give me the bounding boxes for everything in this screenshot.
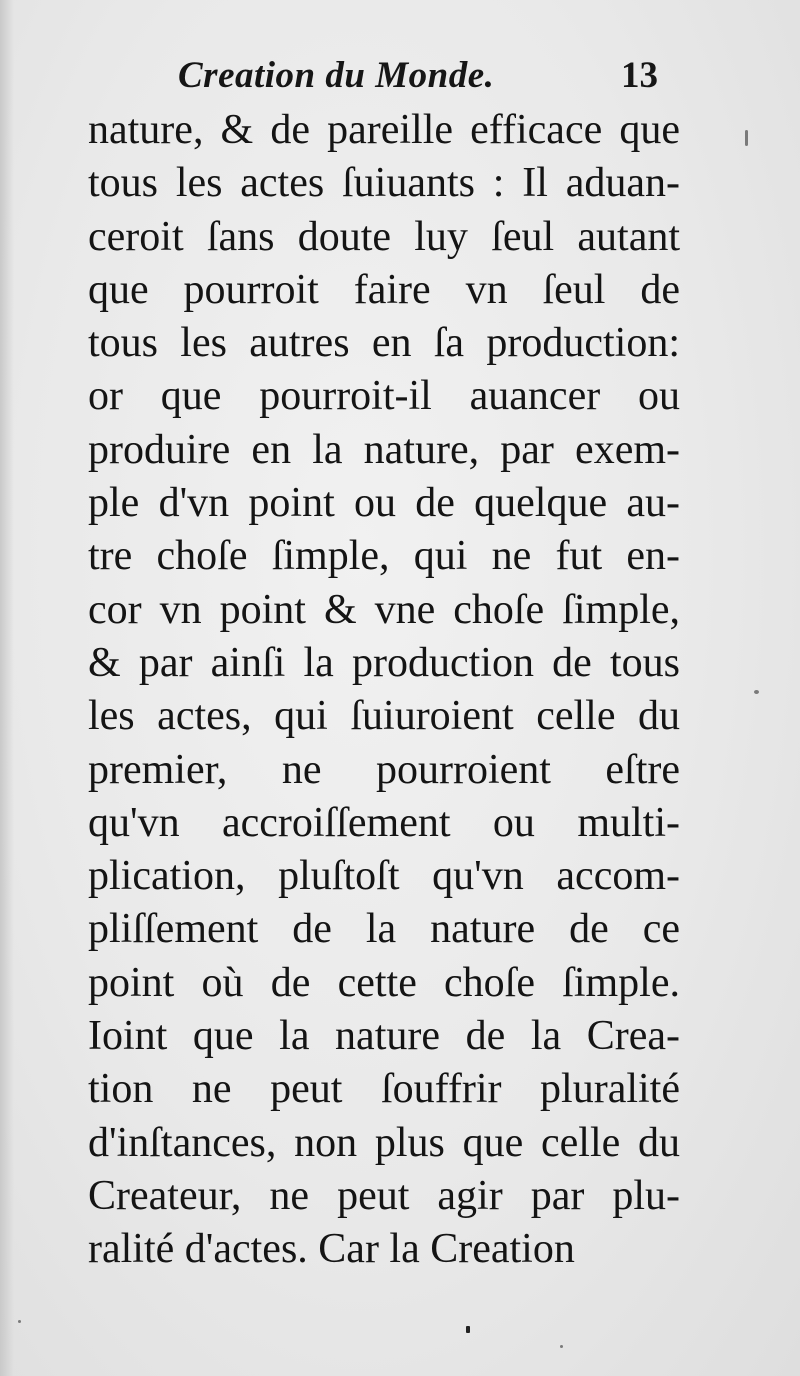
- signature-mark: [466, 1326, 470, 1333]
- text-line: Ioint que la nature de la Crea-: [88, 1013, 680, 1060]
- running-head: [88, 50, 680, 106]
- body-text: [88, 104, 680, 1277]
- text-line: ralité d'actes. Car la Creation: [88, 1226, 575, 1273]
- text-line: que pourroit faire vn ſeul de: [88, 266, 680, 313]
- text-line: produire en la nature, par exem-: [88, 426, 680, 473]
- text-line: les actes, qui ſuiuroient celle du: [88, 693, 680, 740]
- text-line: tous les actes ſuiuants : Il aduan-: [88, 160, 680, 207]
- text-line: ple d'vn point ou de quelque au-: [88, 480, 680, 527]
- text-line: cor vn point & vne choſe ſimple,: [88, 586, 680, 633]
- running-title: Creation du Monde.: [178, 55, 495, 96]
- text-line: plication, pluſtoſt qu'vn accom-: [88, 853, 680, 900]
- paper-speck: [754, 690, 759, 694]
- text-line: Createur, ne peut agir par plu-: [88, 1172, 680, 1219]
- text-line: d'inſtances, non plus que celle du: [88, 1119, 680, 1166]
- spine-shadow: [0, 0, 14, 1376]
- text-line: tion ne peut ſouffrir pluralité: [88, 1066, 680, 1113]
- paper-speck: [745, 130, 748, 146]
- text-line: point où de cette choſe ſimple.: [88, 959, 680, 1006]
- paper-speck: [18, 1320, 21, 1323]
- text-line: tous les autres en ſa production:: [88, 320, 680, 367]
- text-line: qu'vn accroiſſement ou multi-: [88, 799, 680, 846]
- text-line: tre choſe ſimple, qui ne fut en-: [88, 533, 680, 580]
- text-line: or que pourroit-il auancer ou: [88, 373, 680, 420]
- text-line: & par ainſi la production de tous: [88, 639, 680, 686]
- text-line: premier, ne pourroient eſtre: [88, 746, 680, 793]
- text-line: nature, & de pareille efficace que: [88, 107, 680, 153]
- paper-speck: [560, 1345, 563, 1348]
- page-number: 13: [621, 55, 658, 96]
- text-line: ceroit ſans doute luy ſeul autant: [88, 213, 680, 260]
- text-line: pliſſement de la nature de ce: [88, 906, 680, 953]
